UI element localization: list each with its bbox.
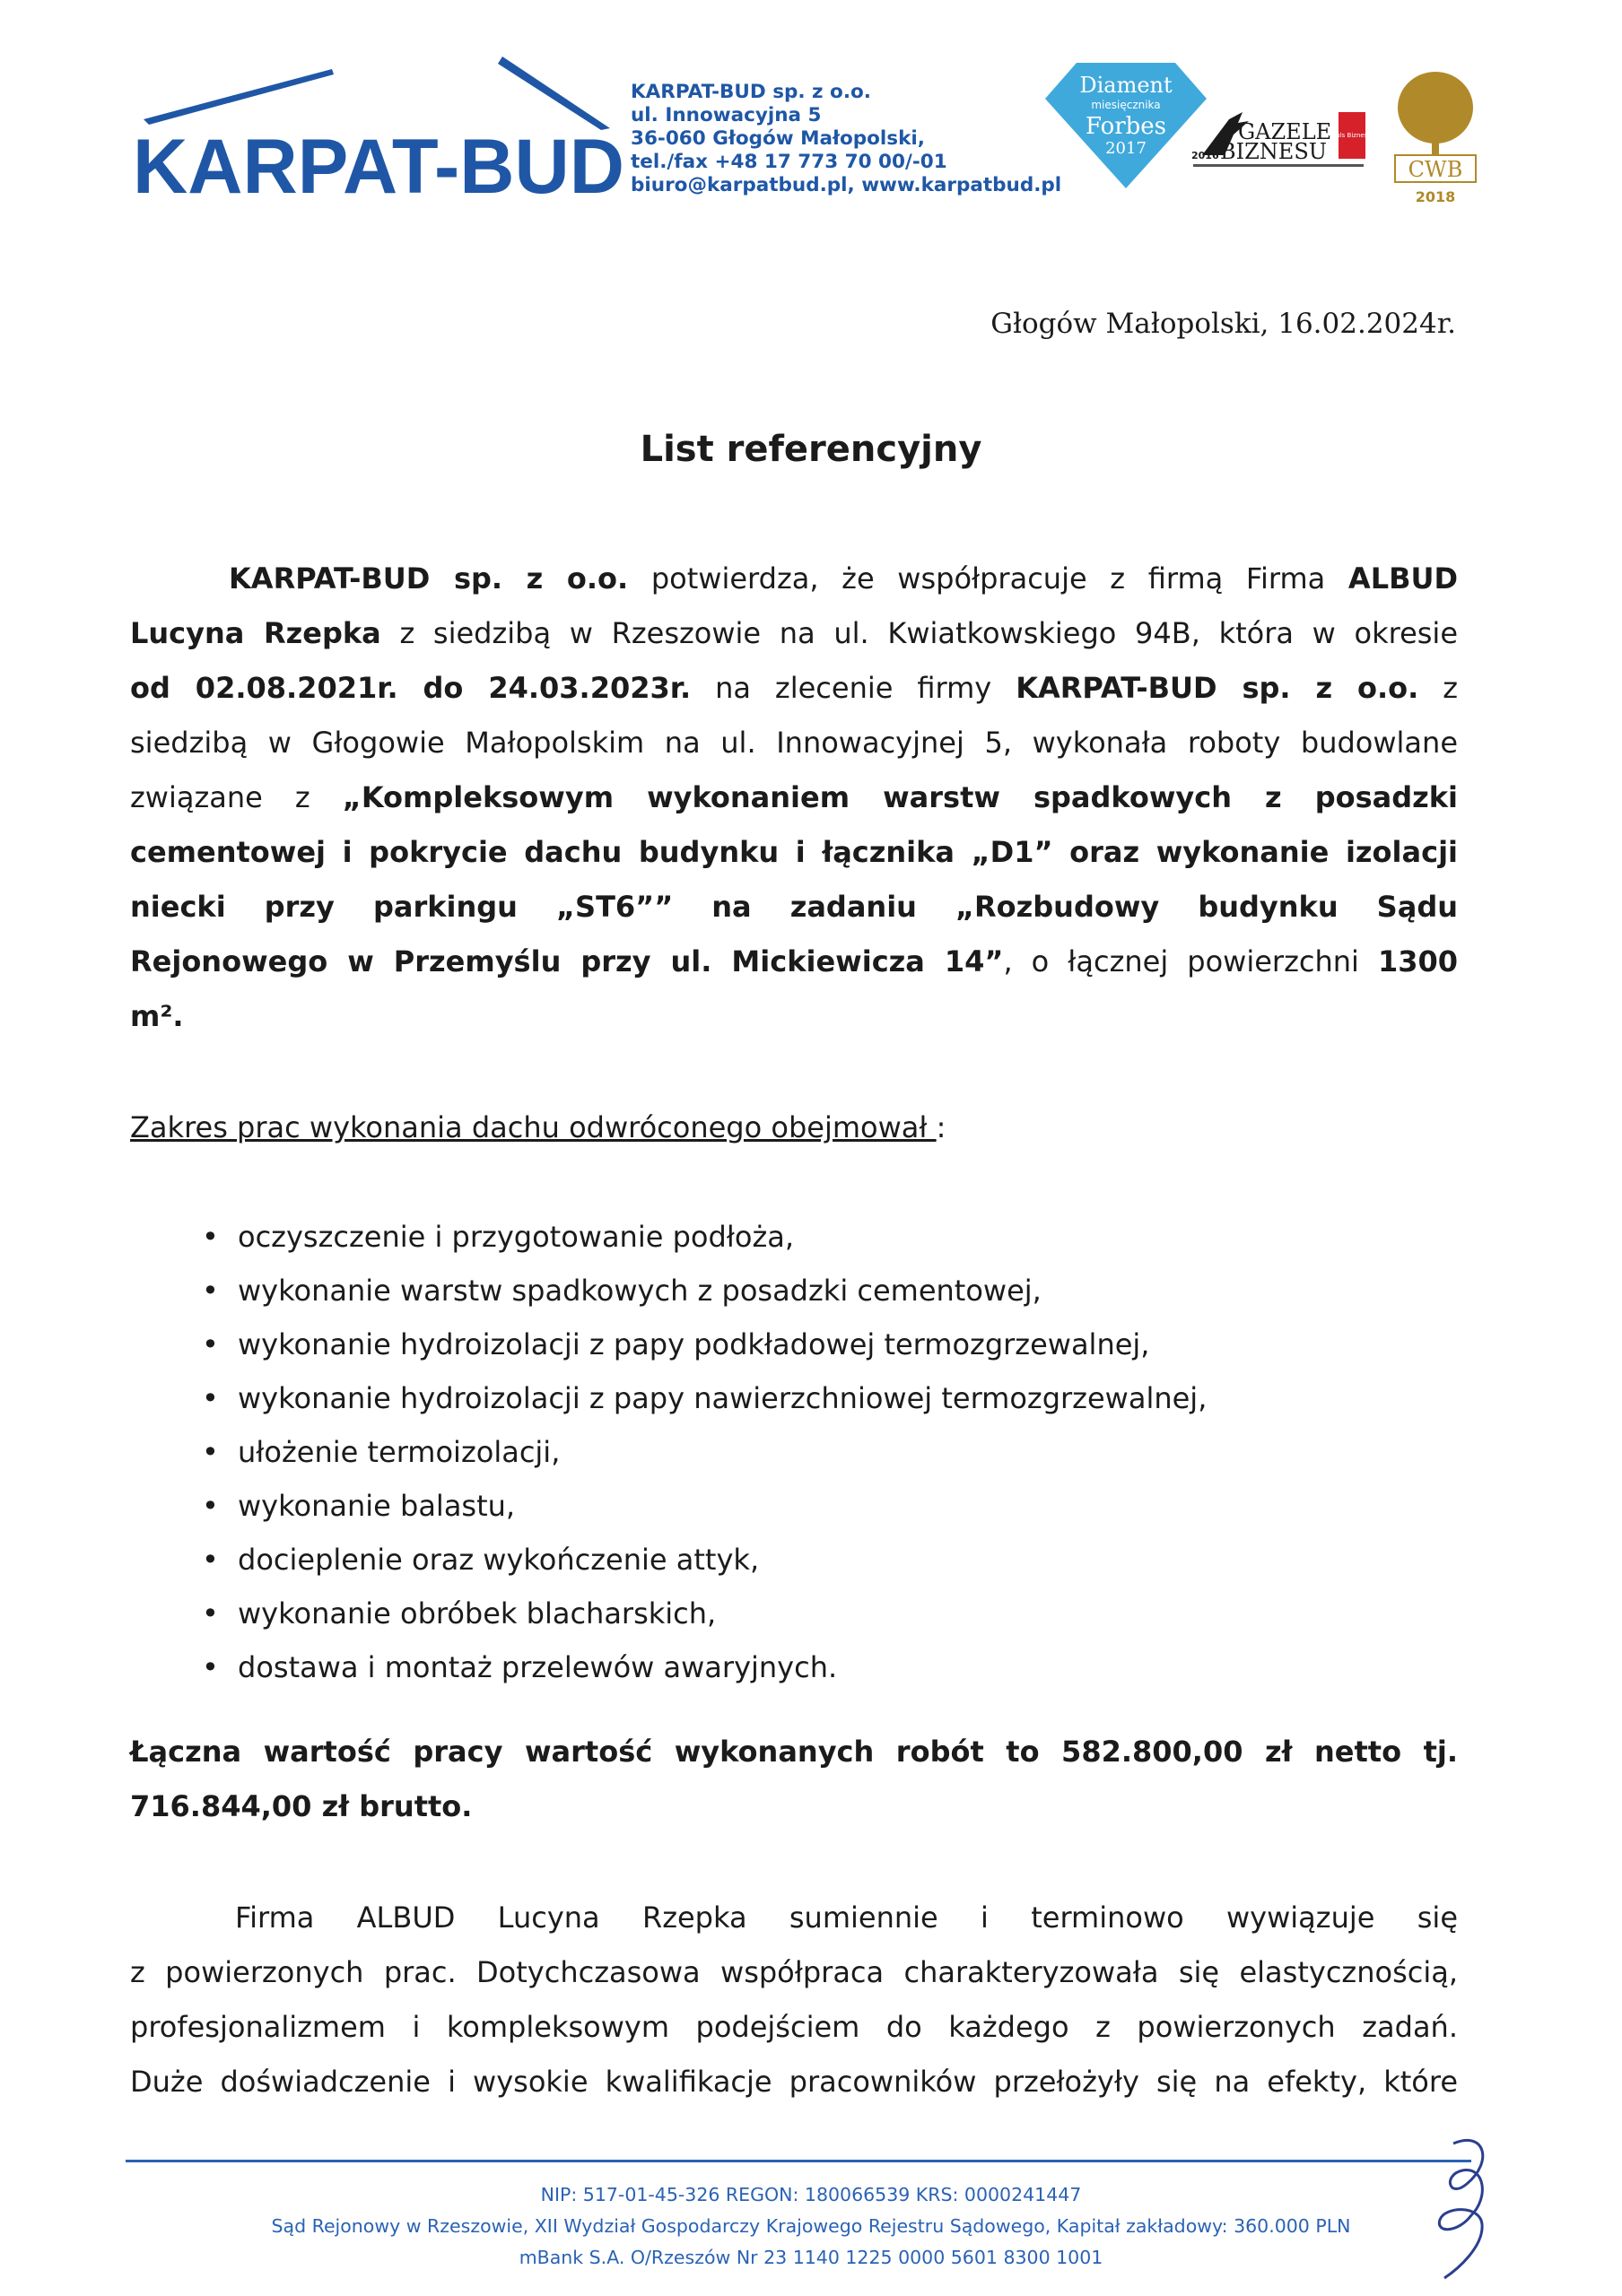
p1-line-3: od 02.08.2021r. do 24.03.2023r. na zlecenie firmy KARPAT-BUD sp. z o.o. z [130,671,1459,705]
svg-text:2018: 2018 [1415,188,1456,205]
gazele-biznesu-badge [1191,112,1372,167]
footer-registry-numbers: NIP: 517-01-45-326 REGON: 180066539 KRS: 0000241447 [540,2184,1082,2205]
p2-line-3: profesjonalizmem i kompleksowym podejściem do każdego z powierzonych zadań. [130,2010,1458,2044]
p1-line-1: KARPAT-BUD sp. z o.o. potwierdza, że współpracuje z firmą Firma ALBUD [229,561,1459,596]
list-item: • oczyszczenie i przygotowanie podłoża, [202,1210,1207,1264]
forbes-diamond-badge [1045,63,1207,188]
p1-line-4: siedzibą w Głogowie Małopolskim na ul. Innowacyjnej 5, wykonała roboty budowlane [130,726,1458,760]
p1-line-7: niecki przy parkingu „ST6”” na zadaniu „Rozbudowy budynku Sądu [130,890,1458,924]
p1-line-2: Lucyna Rzepka z siedzibą w Rzeszowie na ul. Kwiatkowskiego 94B, która w okresie [130,616,1458,650]
total-value-line-1: Łączna wartość pracy wartość wykonanych robót to 582.800,00 zł netto tj. [130,1735,1458,1769]
svg-text:CWB: CWB [1408,157,1463,182]
total-value-line-2: 716.844,00 zł brutto. [130,1789,473,1823]
company-address-block [631,81,1061,197]
footer-divider [126,2160,1471,2162]
footer-bank-account: mBank S.A. O/Rzeszów Nr 23 1140 1225 0000 5601 8300 1001 [519,2247,1103,2268]
letter-title: List referencyjny [640,429,982,470]
logo-roof-right [498,57,610,130]
cwb-badge [1395,72,1476,205]
list-item: • wykonanie hydroizolacji z papy nawierzchniowej termozgrzewalnej, [202,1371,1207,1425]
svg-text:2017: 2017 [1105,139,1147,158]
address-phone: tel./fax +48 17 773 70 00/-01 [631,151,947,173]
list-item: • wykonanie obróbek blacharskich, [202,1587,1207,1640]
karpat-bud-logo [126,49,628,202]
logo-wordmark: KARPAT-BUD [133,124,624,202]
address-email-web: biuro@karpatbud.pl, www.karpatbud.pl [631,174,1062,196]
address-city: 36-060 Głogów Małopolski, [631,127,925,150]
p2-line-2: z powierzonych prac. Dotychczasowa współpraca charakteryzowała się elastycznością, [130,1955,1458,1989]
svg-text:2016: 2016 [1191,150,1219,161]
svg-text:Forbes: Forbes [1085,113,1167,140]
p1-line-6: cementowej i pokrycie dachu budynku i łącznika „D1” oraz wykonanie izolacji [130,835,1458,869]
list-item: • ułożenie termoizolacji, [202,1425,1207,1479]
list-item: • dostawa i montaż przelewów awaryjnych. [202,1640,1207,1694]
p2-line-1: Firma ALBUD Lucyna Rzepka sumiennie i terminowo wywiązuje się [235,1900,1458,1935]
svg-text:miesięcznika: miesięcznika [1091,99,1161,111]
address-company-name: KARPAT-BUD sp. z o.o. [631,81,871,103]
p1-line-8: Rejonowego w Przemyślu przy ul. Mickiewicza 14”, o łącznej powierzchni 1300 [130,944,1459,978]
footer-court-info: Sąd Rejonowy w Rzeszowie, XII Wydział Gospodarczy Krajowego Rejestru Sądowego, Kapitał zakładowy: 360.000 PLN [271,2215,1351,2237]
address-street: ul. Innowacyjna 5 [631,104,822,126]
letter-date: Głogów Małopolski, 16.02.2024r. [990,308,1456,340]
svg-text:GAZELE: GAZELE [1238,119,1332,144]
svg-text:BIZNESU: BIZNESU [1220,139,1327,164]
handwritten-initials-signature [1417,2135,1516,2287]
p1-line-5: związane z „Kompleksowym wykonaniem warstw spadkowych z posadzki [130,780,1459,814]
scope-list [202,1210,1207,1694]
list-item: • wykonanie balastu, [202,1479,1207,1533]
list-item: • wykonanie warstw spadkowych z posadzki cementowej, [202,1264,1207,1318]
p1-line-9: m². [130,999,184,1033]
logo-roof-left [144,69,334,125]
list-item: • wykonanie hydroizolacji z papy podkładowej termozgrzewalnej, [202,1318,1207,1371]
scope-heading: Zakres prac wykonania dachu odwróconego obejmował : [130,1110,946,1144]
svg-text:Diament: Diament [1079,73,1173,98]
svg-text:Puls Biznesu: Puls Biznesu [1332,132,1372,139]
p2-line-4: Duże doświadczenie i wysokie kwalifikacje pracowników przełożyły się na efekty, które [130,2065,1458,2099]
list-item: • docieplenie oraz wykończenie attyk, [202,1533,1207,1587]
awards-badges [1041,58,1485,206]
